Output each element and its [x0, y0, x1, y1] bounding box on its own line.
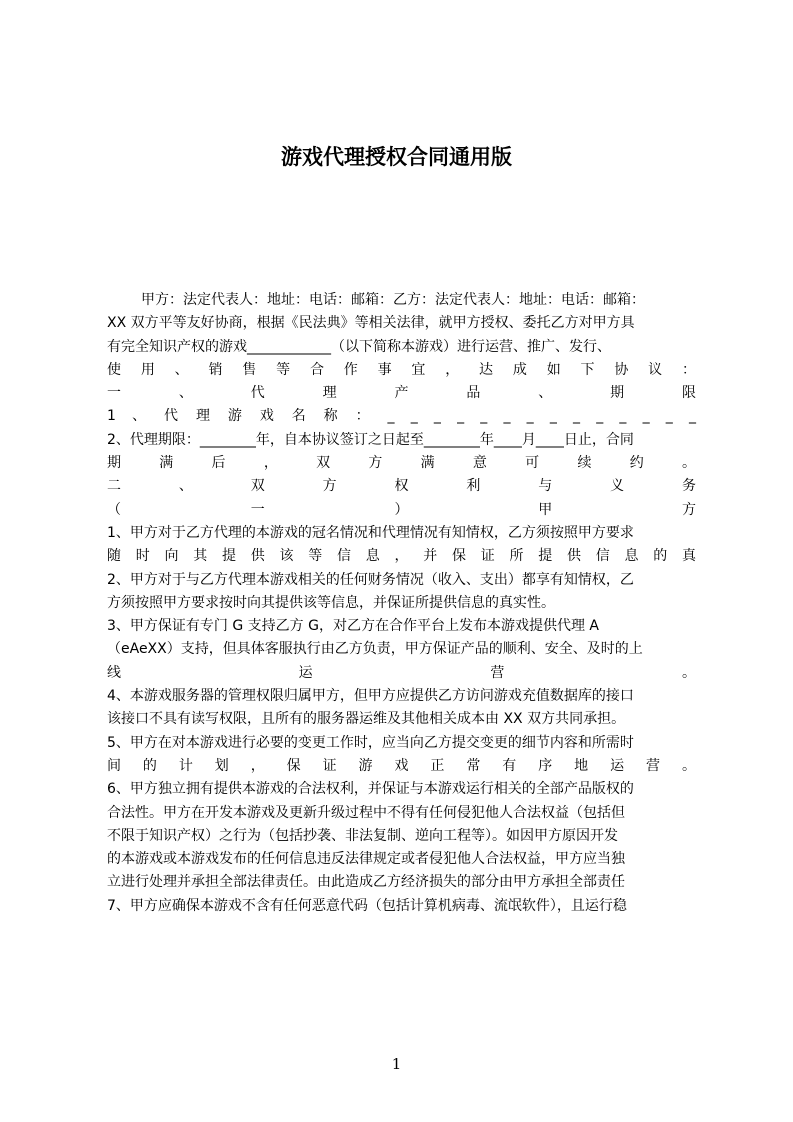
section-heading: 一 、 代 理 产 品 、 期 限 [107, 385, 697, 402]
body-line: 方须按照甲方要求按时向其提供该等信息，并保证所提供信息的真实性。 [107, 594, 555, 611]
body-line: 合法性。甲方在开发本游戏及更新升级过程中不得有任何侵犯他人合法权益（包括但 [107, 804, 625, 821]
body-line: 有完全知识产权的游戏____________（以下简称本游戏）进行运营、推广、发行、 [107, 338, 611, 355]
document-body [107, 289, 697, 918]
body-line: 6、甲方独立拥有提供本游戏的合法权利，并保证与本游戏运行相关的全部产品版权的 [107, 781, 634, 798]
body-line: 7、甲方应确保本游戏不含有任何恶意代码（包括计算机病毒、流氓软件），且运行稳 [107, 897, 627, 914]
body-line: 2、代理期限：________年，自本协议签订之日起至________年____月____日止，合同 [107, 431, 634, 448]
body-line: 3、甲方保证有专门 G 支持乙方 G，对乙方在合作平台上发布本游戏提供代理 A [107, 618, 599, 635]
document-title: 游戏代理授权合同通用版 [281, 145, 512, 169]
body-line: 1 、 代 理 游 戏 名 称 ： _ _ _ _ _ _ _ _ _ _ _ _ _ _ [107, 408, 697, 425]
body-line: XX 双方平等友好协商，根据《民法典》等相关法律，就甲方授权、委托乙方对甲方具 [107, 315, 635, 332]
body-line: 间 的 计 划 ， 保 证 游 戏 正 常 有 序 地 运 营 。 [107, 757, 697, 774]
body-line: 5、甲方在对本游戏进行必要的变更工作时，应当向乙方提交变更的细节内容和所需时 [107, 734, 634, 751]
party-info-line: 甲方：法定代表人：地址：电话：邮箱：乙方：法定代表人：地址：电话：邮箱： [141, 292, 645, 308]
body-line: 4、本游戏服务器的管理权限归属甲方，但甲方应提供乙方访问游戏充值数据库的接口 [107, 688, 634, 705]
body-line: 1、甲方对于乙方代理的本游戏的冠名情况和代理情况有知情权，乙方须按照甲方要求 [107, 524, 634, 541]
body-line: 使 用 、 销 售 等 合 作 事 宜 ， 达 成 如 下 协 议 ： [107, 361, 697, 378]
body-line: 立进行处理并承担全部法律责任。由此造成乙方经济损失的部分由甲方承担全部责任 [107, 874, 625, 891]
body-line: 的本游戏或本游戏发布的任何信息违反法律规定或者侵犯他人合法权益，甲方应当独 [107, 851, 625, 868]
body-line: 线 运 营 。 [107, 664, 697, 681]
body-line: 不限于知识产权）之行为（包括抄袭、非法复制、逆向工程等）。如因甲方原因开发 [107, 827, 618, 844]
body-line: （eAeXX）支持，但具体客服执行由乙方负责，甲方保证产品的顺利、安全、及时的上 [107, 641, 643, 658]
body-line: 2、甲方对于与乙方代理本游戏相关的任何财务情况（收入、支出）都享有知情权，乙 [107, 571, 634, 588]
page-number: 1 [391, 1055, 402, 1073]
body-line: 随 时 向 其 提 供 该 等 信 息 ， 并 保 证 所 提 供 信 息 的 真 [107, 548, 697, 565]
body-line: 期 满 后 ， 双 方 满 意 可 续 约 。 [107, 455, 697, 472]
section-heading: 二 、 双 方 权 利 与 义 务 [107, 478, 697, 495]
subsection-heading: （ 一 ） 甲 方 [107, 501, 697, 518]
body-line: 该接口不具有读写权限，且所有的服务器运维及其他相关成本由 XX 双方共同承担。 [107, 711, 626, 728]
